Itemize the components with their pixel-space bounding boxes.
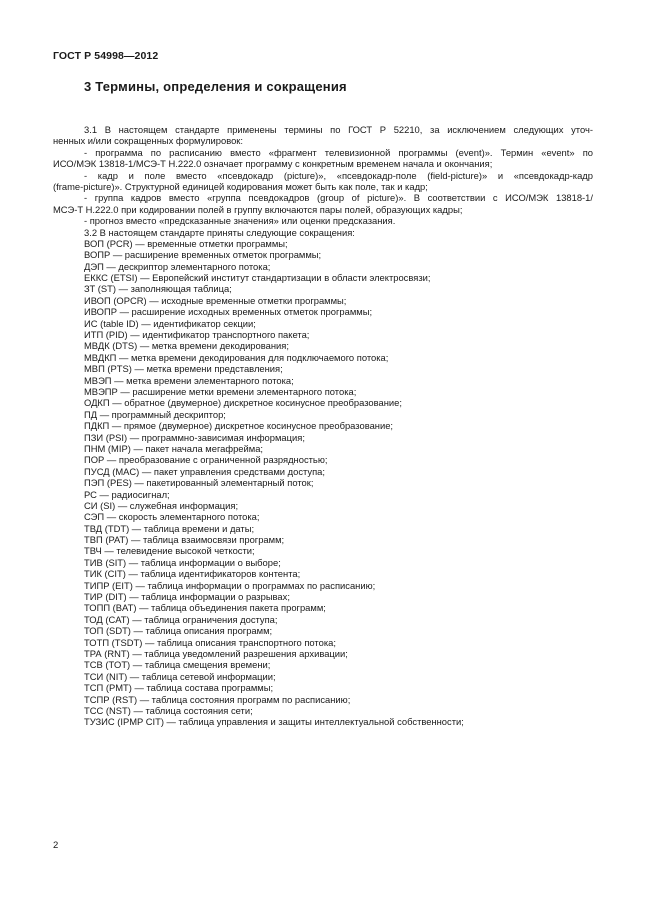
standard-header: ГОСТ Р 54998—2012	[53, 50, 159, 62]
bullet-3-line-2: МСЭ-Т Н.222.0 при кодировании полей в группу включаются пары полей, образующих кадры;	[53, 203, 463, 215]
abbreviation-item: ВОПР — расширение временных отметок программы;	[84, 249, 322, 261]
abbreviation-item: ТВД (TDT) — таблица времени и даты;	[84, 522, 255, 534]
abbreviation-item: ТУЗИС (IPMP CIT) — таблица управления и защиты интеллектуальной собственности;	[84, 716, 464, 728]
abbreviation-item: ТСС (NST) — таблица состояния сети;	[84, 704, 253, 716]
abbreviation-item: РС — радиосигнал;	[84, 488, 170, 500]
abbreviation-item: ТОТП (TSDT) — таблица описания транспортного потока;	[84, 636, 336, 648]
page-number: 2	[53, 840, 59, 851]
paragraph-3-1-line-2: ненных и/или сокращенных формулировок:	[53, 135, 244, 147]
abbreviation-item: ТОД (CAT) — таблица ограничения доступа;	[84, 613, 278, 625]
abbreviation-item: ПЗИ (PSI) — программно-зависимая информация;	[84, 431, 305, 443]
bullet-4: - прогноз вместо «предсказанные значения» или оценки предсказания.	[84, 215, 396, 227]
paragraph-3-2: 3.2 В настоящем стандарте приняты следующие сокращения:	[84, 226, 355, 238]
abbreviation-item: ЗТ (ST) — заполняющая таблица;	[84, 283, 232, 295]
abbreviation-item: ТОП (SDT) — таблица описания программ;	[84, 625, 273, 637]
abbreviation-item: ТСПР (RST) — таблица состояния программ по расписанию;	[84, 693, 351, 705]
bullet-3-line-1: - группа кадров вместо «группа псевдокадров (group of picture)». В соответствии с ИСО/МЭК 13818-1/	[84, 192, 593, 204]
bullet-2-line-1: - кадр и поле вместо «псевдокадр (picture)», «псевдокадр-поле (field-picture)» и «псевдокадр-кадр	[84, 169, 593, 181]
abbreviation-item: ВОП (PCR) — временные отметки программы;	[84, 237, 288, 249]
abbreviation-item: ПОР — преобразование с ограниченной разрядностью;	[84, 454, 328, 466]
abbreviation-item: ИС (table ID) — идентификатор секции;	[84, 317, 256, 329]
bullet-2-line-2: (frame-picture)». Структурной единицей кодирования может быть как поле, так и кадр;	[53, 180, 428, 192]
abbreviation-item: ТИПР (EIT) — таблица информации о программах по расписанию;	[84, 579, 376, 591]
abbreviation-item: ТРА (RNT) — таблица уведомлений разрешения архивации;	[84, 647, 348, 659]
abbreviation-item: МВЭП — метка времени элементарного потока;	[84, 374, 294, 386]
abbreviation-item: ТИР (DIT) — таблица информации о разрывах;	[84, 591, 290, 603]
abbreviation-item: ТОПП (BAT) — таблица объединения пакета программ;	[84, 602, 326, 614]
abbreviation-item: МВДКП — метка времени декодирования для подключаемого потока;	[84, 351, 389, 363]
abbreviation-item: ТВЧ — телевидение высокой четкости;	[84, 545, 255, 557]
abbreviation-item: ЕККС (ETSI) — Европейский институт стандартизации в области электросвязи;	[84, 272, 431, 284]
abbreviation-item: МВП (PTS) — метка времени представления;	[84, 363, 283, 375]
bullet-1-line-1: - программа по расписанию вместо «фрагмент телевизионной программы (event)». Термин «event» по	[84, 146, 593, 158]
abbreviation-item: ТИК (CIT) — таблица идентификаторов контента;	[84, 568, 301, 580]
abbreviation-item: МВЭПР — расширение метки времени элементарного потока;	[84, 385, 357, 397]
bullet-1-line-2: ИСО/МЭК 13818-1/МСЭ-Т Н.222.0 означает программу с конкретным временем начала и окончания;	[53, 158, 493, 170]
section-title: 3 Термины, определения и сокращения	[84, 79, 347, 94]
abbreviation-item: ПЭП (PES) — пакетированный элементарный поток;	[84, 477, 314, 489]
abbreviation-item: МВДК (DTS) — метка времени декодирования;	[84, 340, 289, 352]
abbreviation-item: ИТП (PID) — идентификатор транспортного пакета;	[84, 329, 310, 341]
abbreviation-item: ТИВ (SIT) — таблица информации о выборе;	[84, 556, 281, 568]
abbreviation-item: СЭП — скорость элементарного потока;	[84, 511, 260, 523]
abbreviation-item: СИ (SI) — служебная информация;	[84, 499, 239, 511]
abbreviation-item: ИВОПР — расширение исходных временных отметок программы;	[84, 306, 373, 318]
document-body	[53, 124, 593, 728]
abbreviation-item: ПД — программный дескриптор;	[84, 408, 226, 420]
abbreviation-item: ОДКП — обратное (двумерное) дискретное косинусное преобразование;	[84, 397, 402, 409]
abbreviation-item: ПУСД (MAC) — пакет управления средствами доступа;	[84, 465, 325, 477]
paragraph-3-1-line-1: 3.1 В настоящем стандарте применены термины по ГОСТ Р 52210, за исключением следующих уточ-	[84, 124, 593, 135]
abbreviation-list	[53, 238, 593, 728]
abbreviation-item: ПНМ (MIP) — пакет начала мегафрейма;	[84, 442, 264, 454]
abbreviation-item: ДЭП — дескриптор элементарного потока;	[84, 260, 271, 272]
abbreviation-item: ТВП (PAT) — таблица взаимосвязи программ;	[84, 534, 285, 546]
abbreviation-item: ТСП (PMT) — таблица состава программы;	[84, 682, 274, 694]
abbreviation-item: ТСВ (TOT) — таблица смещения времени;	[84, 659, 271, 671]
abbreviation-item: ТСИ (NIT) — таблица сетевой информации;	[84, 670, 276, 682]
abbreviation-item: ИВОП (OPCR) — исходные временные отметки программы;	[84, 294, 347, 306]
abbreviation-item: ПДКП — прямое (двумерное) дискретное косинусное преобразование;	[84, 420, 394, 432]
